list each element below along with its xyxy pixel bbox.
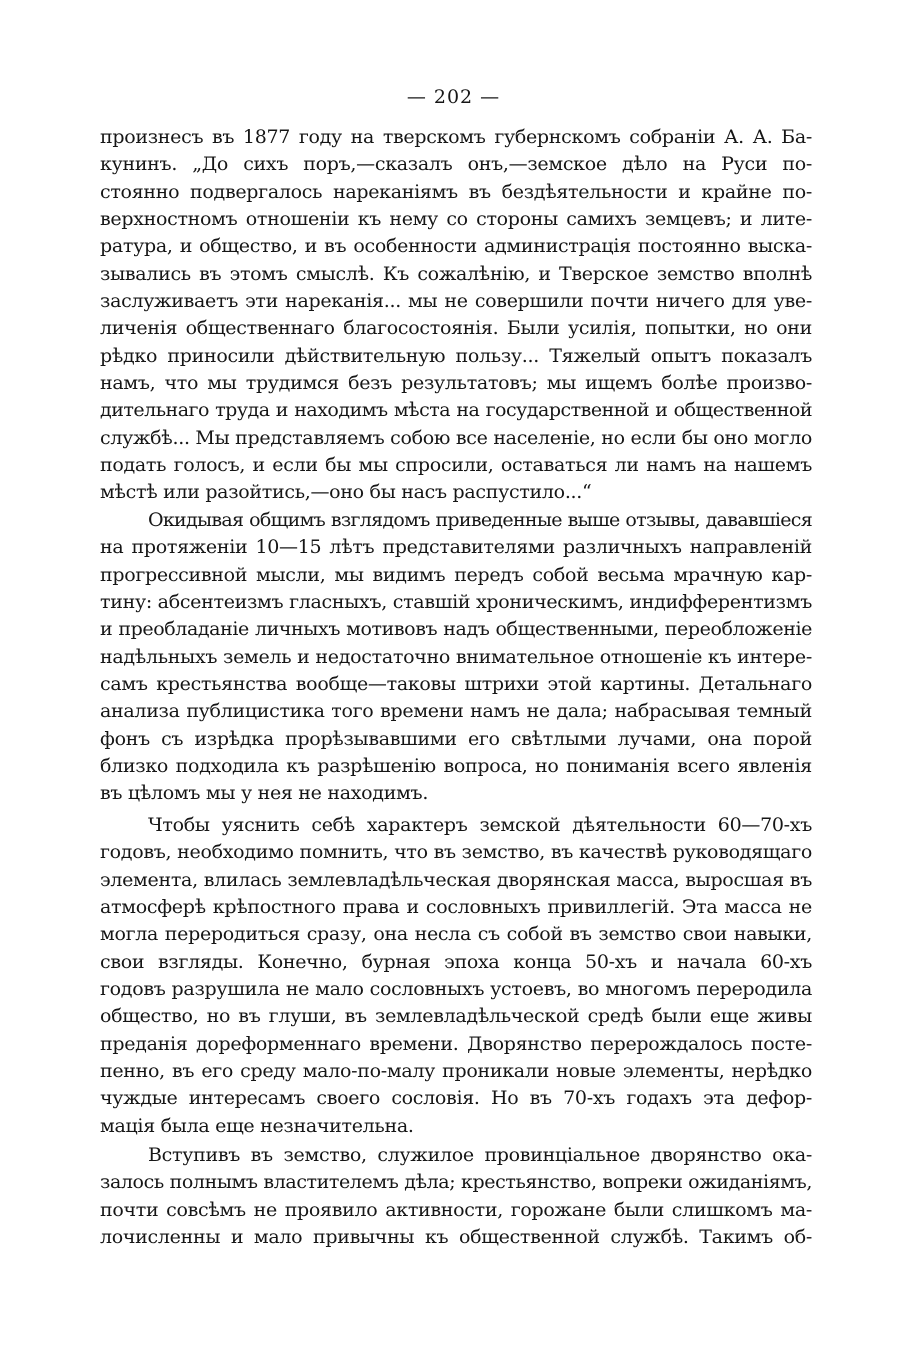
text-line: и преобладаніе личныхъ мотивовъ надъ общественными, переобложеніе bbox=[100, 618, 812, 641]
text-line: пенно, въ его среду мало-по-малу проникали новые элементы, нерѣдко bbox=[100, 1060, 812, 1083]
text-line: анализа публицистика того времени намъ не дала; набрасывая темный bbox=[100, 700, 812, 723]
text-line: преданія дореформеннаго времени. Дворянство перерождалось посте- bbox=[100, 1032, 812, 1055]
text-line: мація была еще незначительна. bbox=[100, 1114, 414, 1137]
text-line: залось полнымъ властителемъ дѣла; крестьянство, вопреки ожиданіямъ, bbox=[100, 1171, 812, 1194]
text-line: прогрессивной мысли, мы видимъ передъ собой весьма мрачную кар- bbox=[100, 563, 812, 586]
text-line: тину: абсентеизмъ гласныхъ, ставшій хроническимъ, индифферентизмъ bbox=[100, 591, 812, 614]
text-line: фонъ съ изрѣдка прорѣзывавшими его свѣтлыми лучами, она порой bbox=[100, 727, 812, 750]
text-line: Вступивъ въ земство, служилое провинціальное дворянство ока- bbox=[148, 1144, 812, 1166]
page-number: — 202 — bbox=[406, 86, 501, 108]
text-line: зывались въ этомъ смыслѣ. Къ сожалѣнію, и Тверское земство вполнѣ bbox=[100, 262, 812, 285]
paragraph-4 bbox=[100, 1142, 812, 1251]
paragraph-2 bbox=[100, 507, 812, 808]
text-line: чуждые интересамъ своего сословія. Но въ 70-хъ годахъ эта дефор- bbox=[100, 1087, 812, 1110]
text-line: мѣстѣ или разойтись,—оно бы насъ распустило...“ bbox=[100, 481, 592, 504]
paragraph-3 bbox=[100, 812, 812, 1140]
text-line: почти совсѣмъ не проявило активности, горожане были слишкомъ ма- bbox=[100, 1198, 812, 1221]
text-line: надѣльныхъ земель и недостаточно внимательное отношеніе къ интере- bbox=[100, 645, 812, 668]
paragraph-1 bbox=[100, 124, 812, 507]
text-line: въ цѣломъ мы у нея не находимъ. bbox=[100, 782, 429, 805]
text-line: элемента, влилась землевладѣльческая дворянская масса, выросшая въ bbox=[100, 868, 812, 891]
text-line: заслуживаетъ эти нареканія... мы не совершили почти ничего для уве- bbox=[100, 290, 812, 313]
text-line: самъ крестьянства вообще—таковы штрихи этой картины. Детальнаго bbox=[100, 673, 812, 696]
text-line: дительнаго труда и находимъ мѣста на государственной и общественной bbox=[100, 399, 812, 422]
text-line: свои взгляды. Конечно, бурная эпоха конца 50-хъ и начала 60-хъ bbox=[100, 950, 812, 973]
text-line: рѣдко приносили дѣйствительную пользу... Тяжелый опытъ показалъ bbox=[100, 344, 812, 367]
text-line: общество, но въ глуши, въ землевладѣльческой средѣ были еще живы bbox=[100, 1005, 812, 1028]
text-line: ратура, и общество, и въ особенности администрація постоянно выска- bbox=[100, 235, 812, 258]
text-line: личенія общественнаго благосостоянія. Были усилія, попытки, но они bbox=[100, 317, 812, 340]
text-line: на протяженіи 10—15 лѣтъ представителями различныхъ направленій bbox=[100, 536, 812, 559]
text-line: годовъ разрушила не мало сословныхъ устоевъ, во многомъ переродила bbox=[100, 978, 812, 1001]
text-line: стоянно подвергалось нареканіямъ въ бездѣятельности и крайне по- bbox=[100, 180, 812, 203]
text-line: намъ, что мы трудимся безъ результатовъ; мы ищемъ болѣе произво- bbox=[100, 372, 812, 395]
text-line: подать голосъ, и если бы мы спросили, оставаться ли намъ на нашемъ bbox=[100, 454, 812, 477]
text-line: лочисленны и мало привычны къ общественной службѣ. Такимъ об- bbox=[100, 1226, 812, 1249]
text-line: годовъ, необходимо помнить, что въ земство, въ качествѣ руководящаго bbox=[100, 841, 812, 864]
text-line: службѣ... Мы представляемъ собою все населеніе, но если бы оно могло bbox=[100, 426, 812, 449]
text-line: произнесъ въ 1877 году на тверскомъ губернскомъ собраніи А. А. Ба- bbox=[100, 126, 812, 148]
text-line: близко подходила къ разрѣшенію вопроса, но пониманія всего явленія bbox=[100, 755, 812, 778]
text-line: Чтобы уяснить себѣ характеръ земской дѣятельности 60—70-хъ bbox=[148, 814, 812, 836]
text-line: кунинъ. „До сихъ поръ,—сказалъ онъ,—земское дѣло на Руси по- bbox=[100, 153, 812, 176]
text-line: верхностномъ отношеніи къ нему со стороны самихъ земцевъ; и лите- bbox=[100, 208, 812, 231]
text-line: Окидывая общимъ взглядомъ приведенные выше отзывы, дававшіеся bbox=[148, 509, 812, 531]
text-line: могла переродиться сразу, она несла съ собой въ земство свои навыки, bbox=[100, 923, 812, 946]
text-line: атмосферѣ крѣпостного права и сословныхъ привиллегій. Эта масса не bbox=[100, 896, 812, 919]
